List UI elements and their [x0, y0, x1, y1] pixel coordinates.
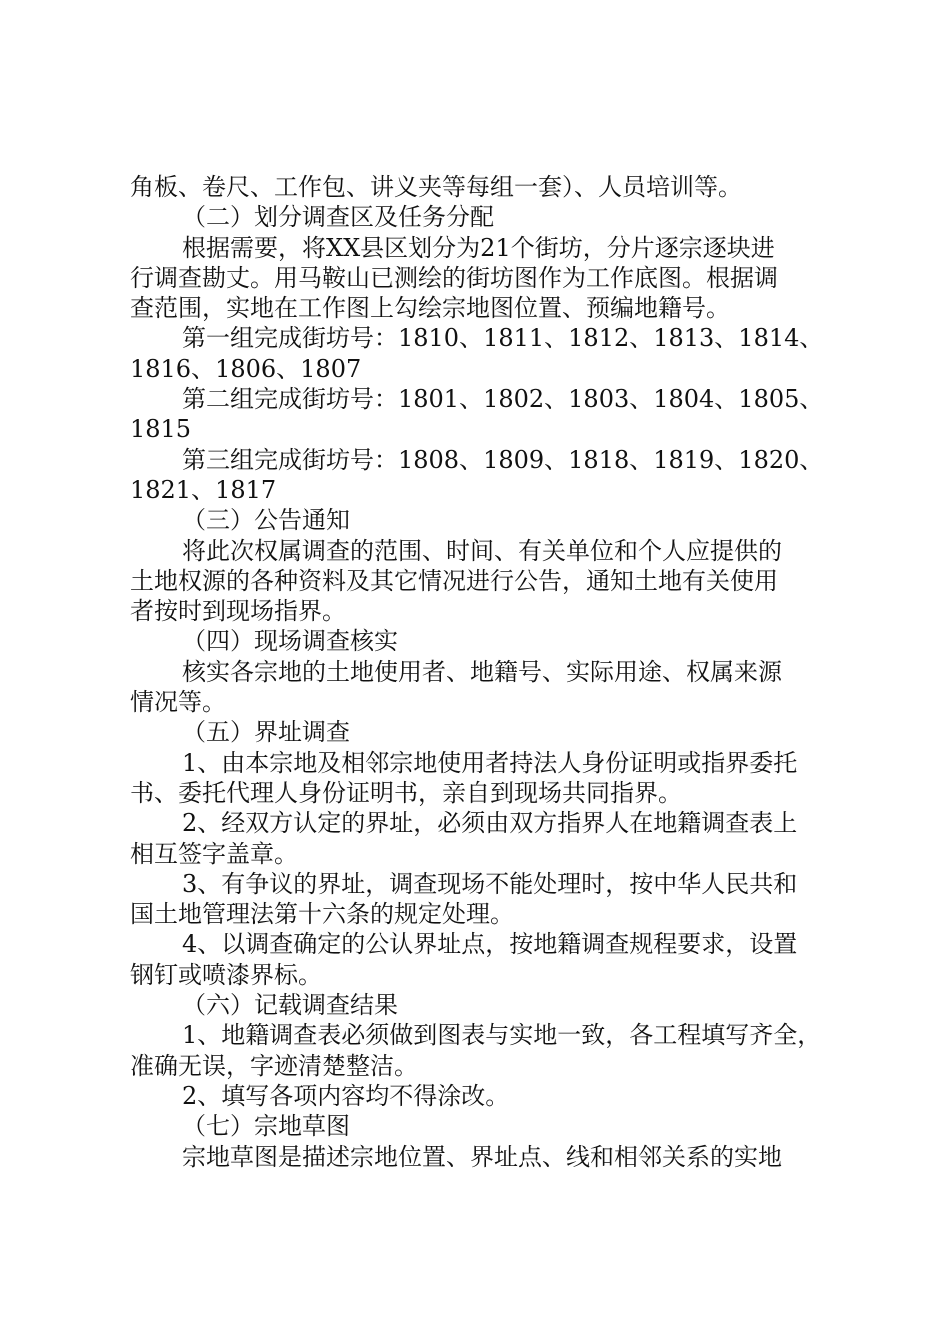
section-heading: （七）宗地草图: [182, 1112, 350, 1141]
section-heading: （二）划分调查区及任务分配: [182, 203, 494, 232]
section-heading: （五）界址调查: [182, 718, 350, 747]
text-line: 2、填写各项内容均不得涂改。: [182, 1081, 510, 1110]
text-line: 情况等。: [130, 688, 226, 717]
text-line: 1、地籍调查表必须做到图表与实地一致，各工程填写齐全，: [182, 1021, 822, 1050]
document-body: [130, 172, 835, 1172]
text-line: 宗地草图是描述宗地位置、界址点、线和相邻关系的实地: [182, 1142, 782, 1171]
text-line: 将此次权属调查的范围、时间、有关单位和个人应提供的: [182, 536, 782, 565]
text-line: 2、经双方认定的界址，必须由双方指界人在地籍调查表上: [182, 809, 798, 838]
section-heading: （三）公告通知: [182, 506, 350, 535]
section-heading: （六）记载调查结果: [182, 991, 398, 1020]
text-line: 国土地管理法第十六条的规定处理。: [130, 900, 514, 929]
text-line: 者按时到现场指界。: [130, 597, 346, 626]
text-line: 1821、1817: [130, 475, 277, 504]
text-line: 准确无误，字迹清楚整洁。: [130, 1051, 418, 1080]
text-line: 1815: [130, 415, 192, 444]
text-line: 行调查勘丈。用马鞍山已测绘的街坊图作为工作底图。根据调: [130, 263, 778, 292]
text-line: 核实各宗地的土地使用者、地籍号、实际用途、权属来源: [182, 657, 782, 686]
text-line: 相互签字盖章。: [130, 839, 298, 868]
text-line: 第一组完成街坊号：1810、1811、1812、1813、1814、: [182, 324, 824, 353]
text-line: 角板、卷尺、工作包、讲义夹等每组一套）、人员培训等。: [130, 173, 742, 201]
text-line: 第二组完成街坊号：1801、1802、1803、1804、1805、: [182, 385, 824, 414]
text-line: 钢钉或喷漆界标。: [130, 960, 322, 989]
text-line: 4、以调查确定的公认界址点，按地籍调查规程要求，设置: [182, 930, 798, 959]
text-line: 1、由本宗地及相邻宗地使用者持法人身份证明或指界委托: [182, 748, 798, 777]
text-line: 1816、1806、1807: [130, 354, 362, 383]
text-line: 查范围，实地在工作图上勾绘宗地图位置、预编地籍号。: [130, 294, 730, 323]
text-line: 3、有争议的界址，调查现场不能处理时，按中华人民共和: [182, 869, 798, 898]
text-line: 书、委托代理人身份证明书，亲自到现场共同指界。: [130, 778, 682, 807]
text-line: 第三组完成街坊号：1808、1809、1818、1819、1820、: [182, 445, 824, 474]
section-heading: （四）现场调查核实: [182, 627, 398, 656]
text-line: 土地权源的各种资料及其它情况进行公告，通知土地有关使用: [130, 566, 778, 595]
text-line: 根据需要，将XX县区划分为21个街坊，分片逐宗逐块进: [182, 233, 775, 262]
